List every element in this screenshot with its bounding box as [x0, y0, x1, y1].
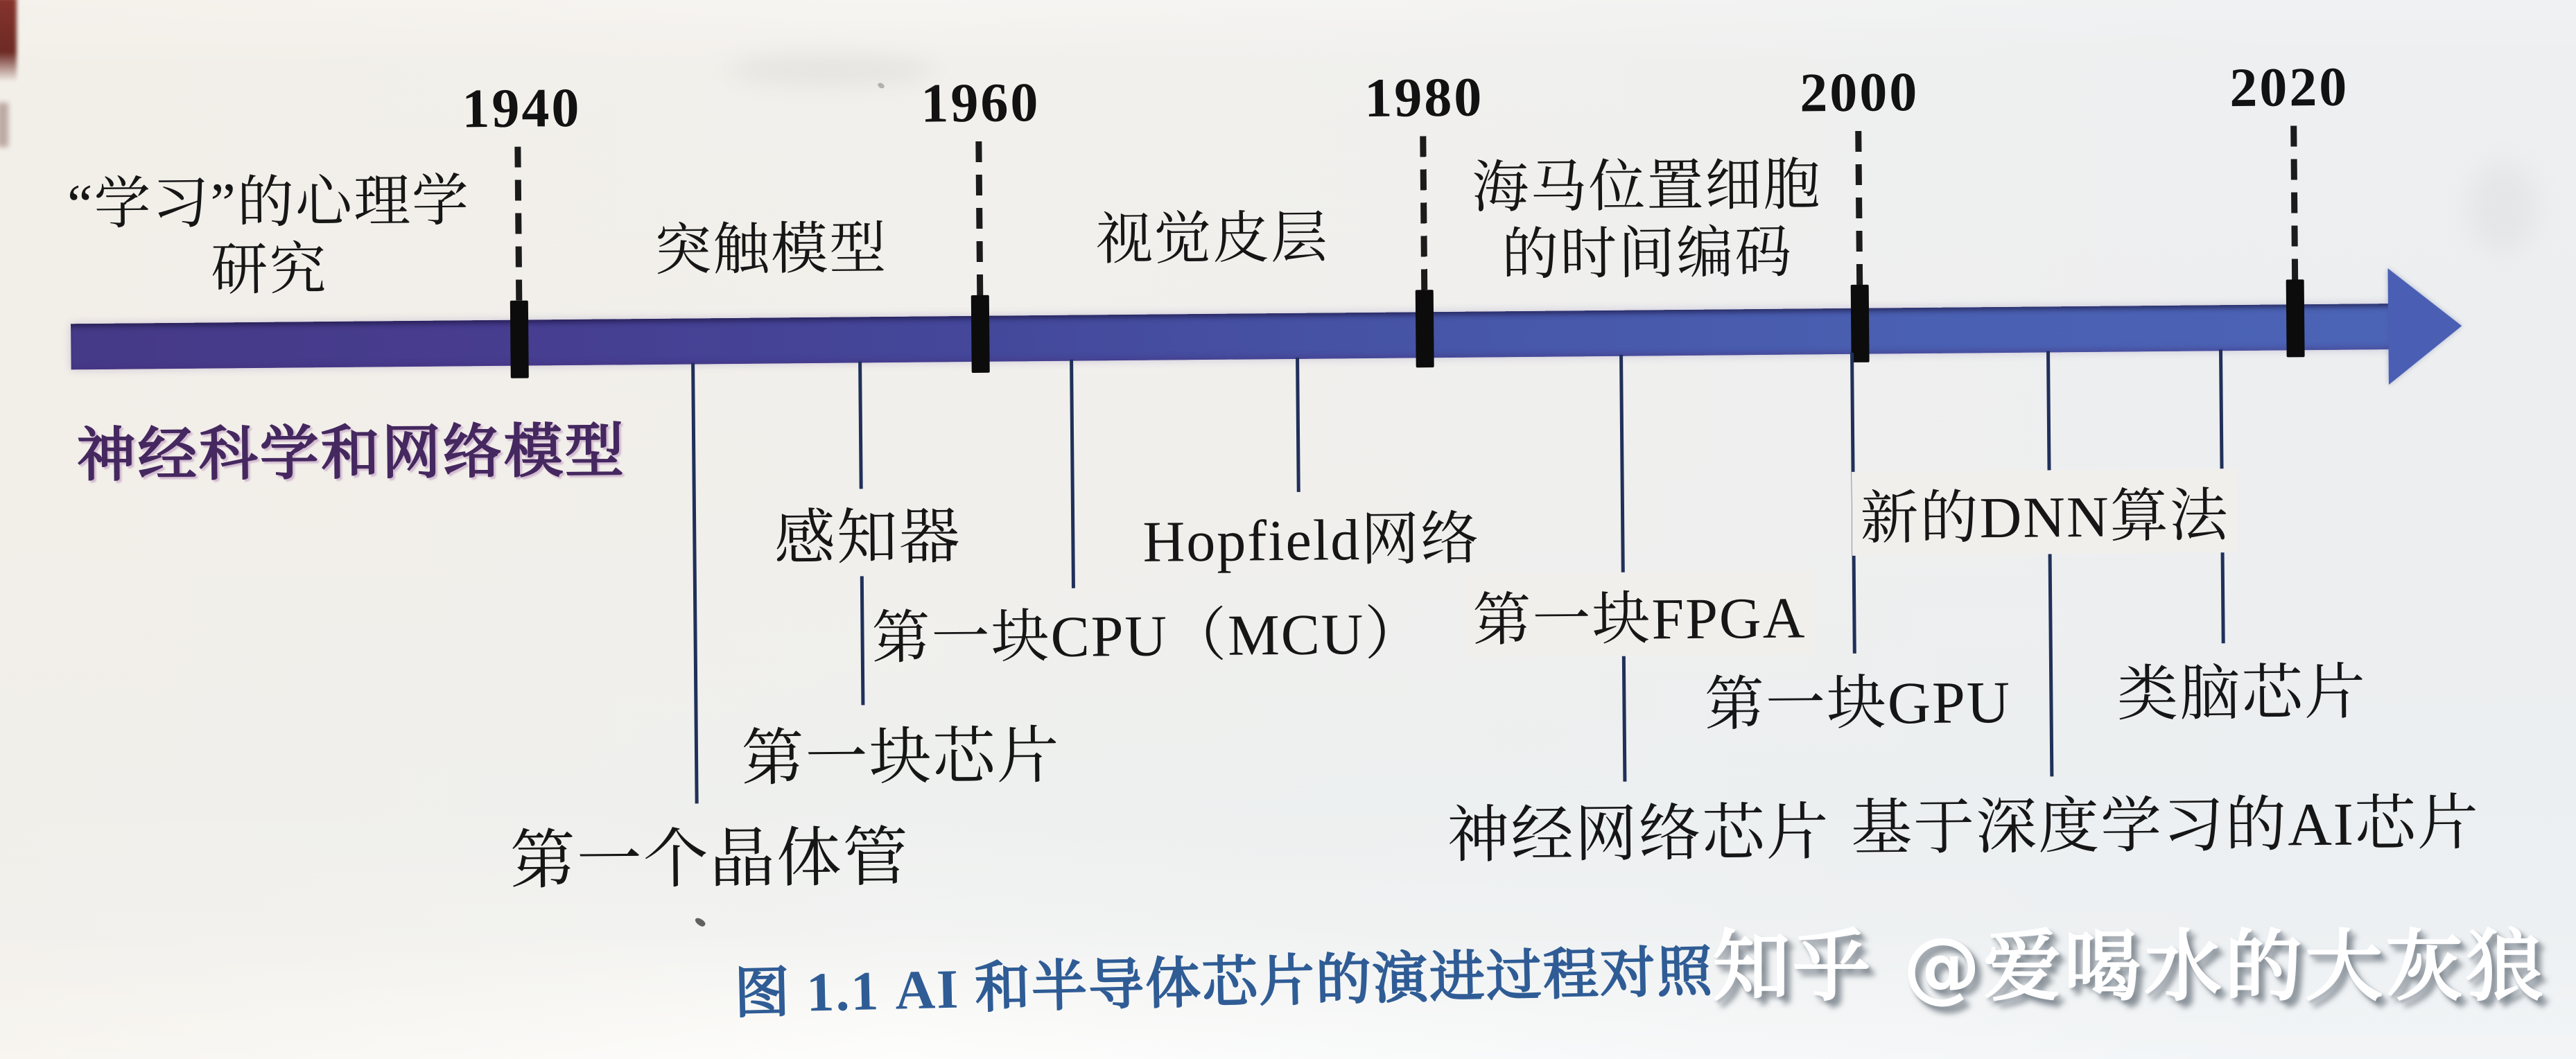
- top-event-synapse-model: 突触模型: [654, 217, 888, 282]
- year-label-2000: 2000: [1799, 62, 1920, 124]
- year-dashed-line-1960: [975, 141, 983, 297]
- year-dashed-line-1940: [514, 147, 522, 301]
- connector-first-transistor: [691, 362, 699, 803]
- bottom-event-first-chip: 第一块芯片: [741, 721, 1061, 794]
- connector-hopfield-network: [1296, 358, 1300, 492]
- figure-caption: 图 1.1 AI 和半导体芯片的演进过程对照: [733, 941, 1714, 1025]
- bottom-event-first-gpu: 第一块GPU: [1704, 668, 2012, 738]
- year-dashed-line-2020: [2290, 125, 2298, 285]
- bottom-event-first-cpu-mcu: 第一块CPU（MCU）: [871, 602, 1425, 672]
- bottom-event-dl-ai-chip: 基于深度学习的AI芯片: [1850, 790, 2480, 863]
- year-dashed-line-2000: [1855, 131, 1863, 289]
- connector-dl-ai-chip: [2046, 351, 2053, 776]
- track-label-neuroscience-network-models: 神经科学和网络模型: [76, 419, 627, 489]
- timeline-arrowhead: [2388, 268, 2462, 385]
- year-tick-1960: [971, 295, 990, 373]
- bottom-event-brain-inspired-chip: 类脑芯片: [2116, 659, 2367, 729]
- year-label-1980: 1980: [1364, 67, 1484, 130]
- bottom-event-first-transistor: 第一个晶体管: [510, 821, 910, 898]
- bottom-event-hopfield-network: Hopfield网络: [1142, 507, 1481, 575]
- bottom-event-perceptron: 感知器: [765, 488, 970, 577]
- top-event-learning-psychology: “学习”的心理学 研究: [67, 169, 471, 302]
- year-tick-1940: [510, 301, 529, 378]
- top-event-visual-cortex: 视觉皮层: [1095, 206, 1330, 272]
- connector-neural-network-chip: [1619, 355, 1626, 782]
- top-event-hippocampus-coding: 海马位置细胞 的时间编码: [1472, 153, 1822, 287]
- connector-first-cpu: [1070, 360, 1075, 588]
- year-tick-2020: [2286, 279, 2305, 357]
- year-tick-1980: [1416, 290, 1434, 367]
- bottom-event-neural-network-chip: 神经网络芯片: [1447, 798, 1831, 871]
- bottom-event-new-dnn-algorithms: 新的DNN算法: [1852, 469, 2238, 556]
- zhihu-watermark: 知乎 @爱喝水的大灰狼: [1712, 922, 2546, 1012]
- bottom-event-first-fpga: 第一块FPGA: [1464, 570, 1815, 657]
- year-label-2020: 2020: [2229, 56, 2349, 119]
- timeline-bar: [71, 304, 2392, 369]
- year-tick-2000: [1851, 285, 1870, 362]
- year-label-1940: 1940: [462, 77, 582, 140]
- year-dashed-line-1980: [1420, 136, 1427, 292]
- year-label-1960: 1960: [920, 72, 1041, 134]
